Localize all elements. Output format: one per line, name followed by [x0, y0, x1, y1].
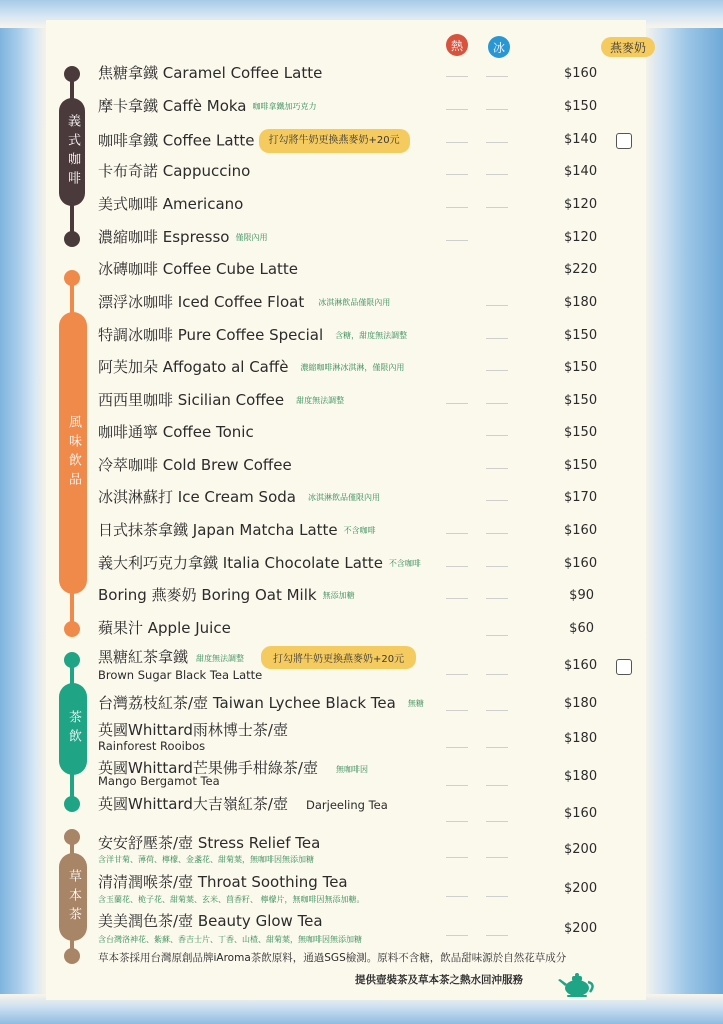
tea-rail-top-dot [64, 652, 80, 668]
item-name: 冷萃咖啡 Cold Brew Coffee [98, 456, 292, 474]
section-label-herbal [59, 853, 87, 941]
menu-item [98, 693, 678, 715]
section-label-espresso-text: 義式咖啡 [65, 114, 80, 190]
item-name: 摩卡拿鐵 Caffè Moka [98, 97, 247, 115]
item-name: 卡布奇諾 Cappuccino [98, 162, 251, 180]
item-note: 僅限內用 [235, 232, 268, 242]
item-note: 無糖 [407, 698, 424, 708]
footer-iaroma-note: 草本茶採用台灣原創品牌iAroma茶飲原料，通過SGS檢測。原料不含糖，飲品甜味源於自然花草成分 [98, 952, 567, 964]
item-price: $150 [564, 425, 598, 440]
espresso-rail-bottom-dot [64, 231, 80, 247]
item-price: $170 [564, 490, 598, 505]
teapot-icon [557, 970, 597, 998]
menu-item [98, 63, 678, 85]
item-name: 英國Whittard雨林博士茶/壺 [98, 721, 288, 739]
menu-item [98, 390, 678, 412]
item-price: $150 [564, 393, 598, 408]
item-name: 清清潤喉茶/壺 Throat Soothing Tea [98, 873, 348, 891]
item-note: 含糖，甜度無法調整 [335, 330, 408, 340]
hot-header: 熱 [446, 34, 468, 56]
menu-item [98, 292, 678, 314]
item-name: 蘋果汁 Apple Juice [98, 619, 231, 637]
herbal-rail-bottom-dot [64, 948, 80, 964]
item-ingredients: 含玉蘭花、桅子花、甜菊葉、玄米、茴香籽、 檸檬片，無咖啡因無添加糖。 [98, 895, 365, 904]
item-subname: Brown Sugar Black Tea Latte [98, 668, 263, 682]
item-price: $90 [569, 588, 594, 603]
menu-item [98, 455, 678, 477]
oat-milk-swap-tag: 打勾將牛奶更換燕麥奶+20元 [259, 129, 410, 153]
item-ingredients: 含台灣洛神花、紫蘇、香吉士片、丁香、山楂、甜菊葉，無咖啡因無添加糖 [98, 935, 362, 944]
menu-item [98, 585, 678, 607]
item-name: 美式咖啡 Americano [98, 195, 244, 213]
item-price: $120 [564, 197, 598, 212]
item-price: $180 [564, 696, 598, 711]
menu-item [98, 833, 678, 867]
footer-refill-note: 提供壺裝茶及草本茶之熱水回沖服務 [355, 974, 523, 986]
item-price: $160 [564, 523, 598, 538]
item-note: 咖啡拿鐵加巧克力 [252, 101, 317, 111]
item-price: $180 [564, 295, 598, 310]
menu-item [98, 129, 678, 151]
item-note: 無添加糖 [322, 590, 355, 600]
menu-item [98, 194, 678, 216]
item-price: $140 [564, 164, 598, 179]
item-name: 冰淇淋蘇打 Ice Cream Soda [98, 488, 296, 506]
item-price: $200 [564, 881, 598, 896]
item-ingredients: 含洋甘菊、薄荷、檸檬、金盞花、甜菊葉，無咖啡因無添加糖 [98, 855, 314, 864]
item-name: 冰磚咖啡 Coffee Cube Latte [98, 260, 299, 278]
item-name: 安安舒壓茶/壺 Stress Relief Tea [98, 834, 321, 852]
menu-item [98, 553, 678, 575]
item-name: 特調冰咖啡 Pure Coffee Special [98, 326, 324, 344]
item-price: $220 [564, 262, 598, 277]
item-price: $150 [564, 328, 598, 343]
menu-item [98, 259, 678, 281]
watercolor-right [643, 0, 723, 1024]
menu-item [98, 520, 678, 542]
item-name: 西西里咖啡 Sicilian Coffee [98, 391, 285, 409]
item-price: $160 [564, 658, 598, 673]
item-price: $150 [564, 99, 598, 114]
tea-rail-bottom-dot [64, 796, 80, 812]
section-label-tea-text: 茶飲 [66, 710, 81, 748]
menu-item [98, 422, 678, 444]
menu-item [98, 487, 678, 509]
item-name: 漂浮冰咖啡 Iced Coffee Float [98, 293, 305, 311]
item-subname: Rainforest Rooibos [98, 739, 206, 753]
item-price: $200 [564, 842, 598, 857]
item-note: 冰淇淋飲品僅限內用 [307, 492, 380, 502]
item-name: 日式抹茶拿鐵 Japan Matcha Latte [98, 521, 338, 539]
item-name: 英國Whittard大吉嶺紅茶/壺 [98, 795, 288, 813]
oat-milk-checkbox[interactable] [616, 659, 632, 675]
menu-item [98, 723, 678, 757]
item-note: 濃縮咖啡淋冰淇淋，僅限內用 [300, 362, 405, 372]
item-price: $150 [564, 458, 598, 473]
menu-item [98, 325, 678, 347]
item-price: $160 [564, 556, 598, 571]
section-label-flavor-text: 風味飲品 [66, 415, 81, 491]
item-subname: Darjeeling Tea [306, 798, 388, 812]
item-name: Boring 燕麥奶 Boring Oat Milk [98, 586, 317, 604]
oat-milk-swap-tag: 打勾將牛奶更換燕麥奶+20元 [261, 646, 416, 669]
section-label-tea [59, 683, 87, 775]
item-price: $180 [564, 769, 598, 784]
item-note: 甜度無法調整 [296, 395, 345, 405]
section-label-herbal-text: 草本茶 [66, 868, 81, 926]
menu-item [98, 650, 678, 684]
item-price: $60 [569, 621, 594, 636]
item-price: $180 [564, 731, 598, 746]
flavor-rail-top-dot [64, 270, 80, 286]
item-note: 無咖啡因 [336, 765, 368, 774]
item-name: 義大利巧克力拿鐵 Italia Chocolate Latte [98, 554, 383, 572]
item-name: 阿芙加朵 Affogato al Caffè [98, 358, 289, 376]
item-price: $160 [564, 806, 598, 821]
menu-item [98, 761, 678, 795]
item-price: $160 [564, 66, 598, 81]
menu-item [98, 872, 678, 906]
menu-item [98, 161, 678, 183]
item-note: 不含咖啡 [343, 525, 376, 535]
item-name: 咖啡通寧 Coffee Tonic [98, 423, 254, 441]
menu-item [98, 797, 678, 827]
item-name: 台灣荔枝紅茶/壺 Taiwan Lychee Black Tea [98, 694, 396, 712]
item-price: $200 [564, 921, 598, 936]
item-name: 咖啡拿鐵 Coffee Latte [98, 131, 255, 150]
item-name: 英國Whittard芒果佛手柑綠茶/壺 [98, 759, 318, 777]
menu-item [98, 96, 678, 118]
flavor-rail-bottom-dot [64, 621, 80, 637]
section-label-flavor [59, 312, 87, 594]
item-note: 不含咖啡 [388, 558, 421, 568]
espresso-rail-top-dot [64, 66, 80, 82]
item-subname: Mango Bergamot Tea [98, 774, 220, 788]
ice-header: 冰 [488, 36, 510, 58]
oat-milk-checkbox[interactable] [616, 133, 632, 149]
section-label-espresso [59, 98, 85, 206]
menu-item [98, 618, 678, 640]
item-name: 焦糖拿鐵 Caramel Coffee Latte [98, 64, 323, 82]
item-name: 濃縮咖啡 Espresso [98, 228, 230, 246]
watercolor-left [0, 0, 46, 1024]
item-note: 冰淇淋飲品僅限內用 [318, 297, 391, 307]
menu-item [98, 911, 678, 945]
item-name: 黑糖紅茶拿鐵 [98, 648, 189, 666]
item-note: 甜度無法調整 [196, 654, 244, 663]
menu-item [98, 227, 678, 249]
item-price: $150 [564, 360, 598, 375]
item-price: $120 [564, 230, 598, 245]
oat-milk-header: 燕麥奶 [601, 37, 655, 57]
item-price: $140 [564, 132, 598, 147]
menu-item [98, 357, 678, 379]
item-name: 美美潤色茶/壺 Beauty Glow Tea [98, 912, 323, 930]
herbal-rail-top-dot [64, 829, 80, 845]
